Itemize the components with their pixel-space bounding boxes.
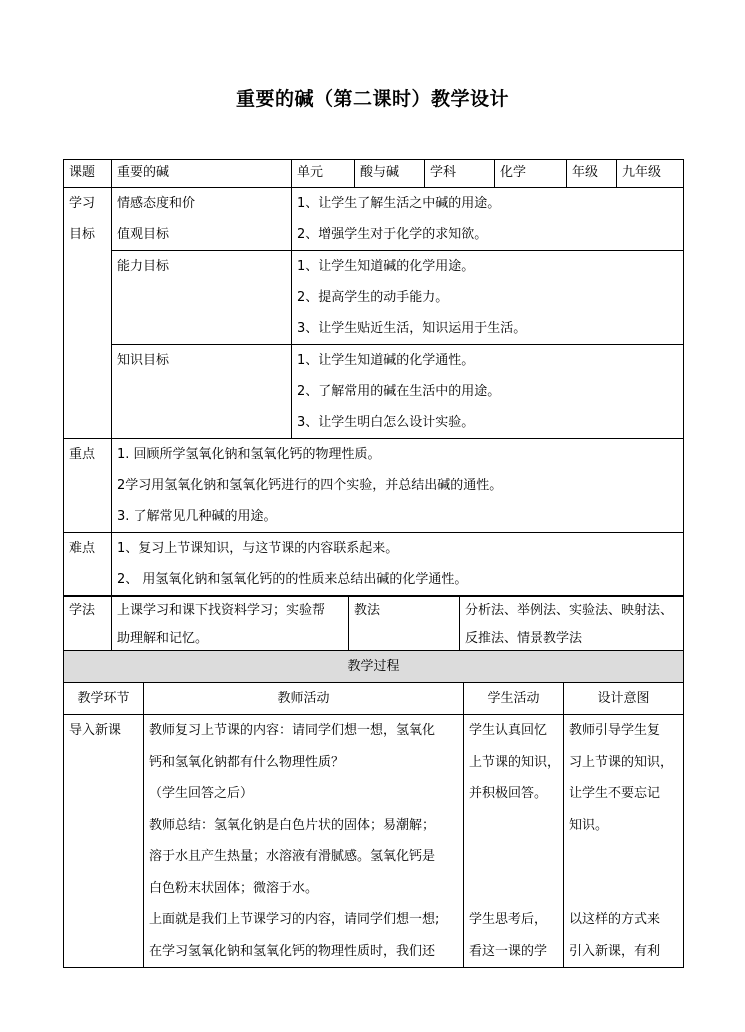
student-activity-cell: 学生认真回忆 上节课的知识， 并积极回答。 学生思考后， 看这一课的学 xyxy=(464,715,564,968)
ability-goal-label: 能力目标 xyxy=(112,251,292,345)
goal-knowledge-row xyxy=(64,345,684,439)
unit-value: 酸与碱 xyxy=(355,160,425,188)
methods-row xyxy=(64,597,684,654)
teacher-activity-cell: 教师复习上节课的内容：请同学们想一想，氢氧化 钙和氢氧化钠都有什么物理性质？ （学生回答之后） 教师总结：氢氧化钠是白色片状的固体；易潮解； 溶于水且产生热量；水溶液有滑腻感。氢氧化钙是 白色粉末状固体；微溶于水。 上面就是我们上节课学习的内容，请同学们想一想; 在学习氢氧化钠和氢氧化钙的物理性质时，我们还 xyxy=(144,715,464,968)
learning-goals-label: 学习 目标 xyxy=(64,188,112,439)
difficulties-row xyxy=(64,533,684,596)
emotion-goal-label: 情感态度和价 值观目标 xyxy=(112,188,292,251)
process-header-row xyxy=(64,651,684,683)
difficulties-items: 1、复习上节课知识，与这节课的内容联系起来。 2、 用氢氧化钠和氢氧化钙的的性质来总结出碱的化学通性。 xyxy=(112,533,684,596)
lesson-info-table xyxy=(63,159,684,596)
grade-label: 年级 xyxy=(567,160,617,188)
col-teacher-header: 教师活动 xyxy=(144,683,464,715)
stage-cell: 导入新课 xyxy=(64,715,144,968)
learning-method-value: 上课学习和课下找资料学习；实验帮 助理解和记忆。 xyxy=(112,597,349,654)
subject-value: 化学 xyxy=(495,160,567,188)
process-columns-row xyxy=(64,683,684,715)
course-label: 课题 xyxy=(64,160,112,188)
difficulties-label: 难点 xyxy=(64,533,112,596)
teaching-process-table xyxy=(63,650,684,968)
knowledge-goal-items: 1、让学生知道碱的化学通性。 2、了解常用的碱在生活中的用途。 3、让学生明白怎么设计实验。 xyxy=(292,345,684,439)
ability-goal-items: 1、让学生知道碱的化学用途。 2、提高学生的动手能力。 3、让学生贴近生活，知识运用于生活。 xyxy=(292,251,684,345)
goal-ability-row xyxy=(64,251,684,345)
unit-label: 单元 xyxy=(292,160,355,188)
key-points-label: 重点 xyxy=(64,439,112,533)
learning-method-label: 学法 xyxy=(64,597,112,654)
course-value: 重要的碱 xyxy=(112,160,292,188)
info-row xyxy=(64,160,684,188)
col-stage-header: 教学环节 xyxy=(64,683,144,715)
col-student-header: 学生活动 xyxy=(464,683,564,715)
teaching-method-label: 教法 xyxy=(349,597,460,654)
knowledge-goal-label: 知识目标 xyxy=(112,345,292,439)
process-header: 教学过程 xyxy=(64,651,684,683)
grade-value: 九年级 xyxy=(617,160,684,188)
col-intent-header: 设计意图 xyxy=(564,683,684,715)
methods-table xyxy=(63,596,684,654)
key-points-row xyxy=(64,439,684,533)
document-title: 重要的碱（第二课时）教学设计 xyxy=(235,88,509,110)
emotion-goal-items: 1、让学生了解生活之中碱的用途。 2、增强学生对于化学的求知欲。 xyxy=(292,188,684,251)
goal-emotion-row xyxy=(64,188,684,251)
key-points-items: 1. 回顾所学氢氧化钠和氢氧化钙的物理性质。 2学习用氢氧化钠和氢氧化钙进行的四个实验，并总结出碱的通性。 3. 了解常见几种碱的用途。 xyxy=(112,439,684,533)
process-row-intro xyxy=(64,715,684,968)
teaching-method-value: 分析法、举例法、实验法、映射法、 反推法、情景教学法 xyxy=(460,597,684,654)
subject-label: 学科 xyxy=(425,160,495,188)
design-intent-cell: 教师引导学生复 习上节课的知识， 让学生不要忘记 知识。 以这样的方式来 引入新课，有利 xyxy=(564,715,684,968)
